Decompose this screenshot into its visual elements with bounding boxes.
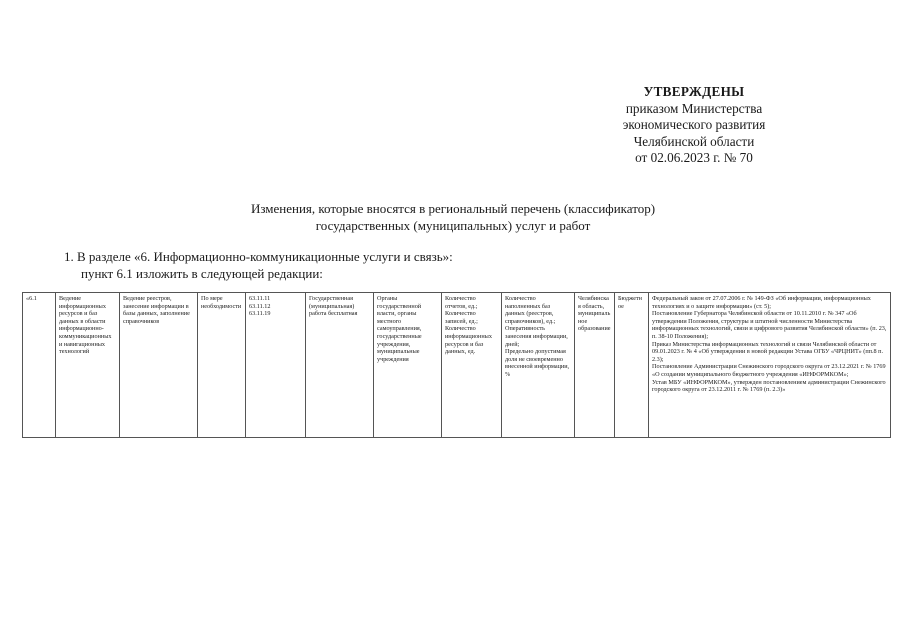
cell-consumers xyxy=(374,293,442,438)
cell-text: Оперативность занесения информации, дней; xyxy=(505,325,568,348)
cell-text: Государственная (муниципальная) работа бесплатная xyxy=(309,295,358,318)
cell-service-name xyxy=(56,293,120,438)
cell-text: По мере необходимости xyxy=(201,295,242,310)
cell-text: Устав МБУ «ИНФОРМКОМ», утвержден постановлением администрации Снежинского городского округа от 23.12.2011 г. № 1769 (п. 2.3)» xyxy=(652,378,886,394)
classifier-table xyxy=(22,292,891,438)
approval-line: приказом Министерства xyxy=(625,100,763,116)
approval-heading: УТВЕРЖДЕНЫ xyxy=(643,84,745,99)
cell-text: Количество наполненных баз данных (реестров, справочников), ед.; xyxy=(505,295,556,325)
cell-text: Количество записей, ед.; xyxy=(445,310,478,325)
table-row xyxy=(23,293,891,438)
cell-volume-indicators xyxy=(442,293,502,438)
cell-okved-codes xyxy=(246,293,306,438)
clause-text xyxy=(64,249,453,282)
cell-frequency xyxy=(198,293,246,438)
cell-territory xyxy=(575,293,615,438)
clause-line-2: пункт 6.1 изложить в следующей редакции: xyxy=(81,265,323,281)
cell-text: Постановление Губернатора Челябинской области от 10.11.2010 г. № 347 «Об утверждении Положения, структуры и штатной численности Министерства информационных технологий, связи и цифрового развития Челябинской области» (п. 23, п. 38-10 Положения); xyxy=(652,310,887,340)
cell-text: 63.11.19 xyxy=(249,310,271,318)
cell-text: Челябинская область, муниципальное образование xyxy=(578,295,611,333)
cell-text: Федеральный закон от 27.07.2006 г. № 149-ФЗ «Об информации, информационных технологиях и о защите информации» (ст. 5); xyxy=(652,295,871,310)
cell-work-type xyxy=(306,293,374,438)
cell-work-content xyxy=(120,293,198,438)
title-line-2: государственных (муниципальных) услуг и работ xyxy=(315,218,591,233)
approval-stamp xyxy=(574,84,814,167)
cell-text: Органы государственной власти, органы местного самоуправления, государственные учреждения, муниципальные учреждения xyxy=(377,295,422,363)
clause-line-1: 1. В разделе «6. Информационно-коммуникационные услуги и связь»: xyxy=(64,249,453,264)
cell-legal-basis xyxy=(649,293,891,438)
cell-text: 63.11.12 xyxy=(249,302,271,310)
approval-line: экономического развития xyxy=(622,117,766,132)
approval-line: от 02.06.2023 г. № 70 xyxy=(635,150,753,165)
cell-text: Предельно допустимая доля не своевременно внесенной информации, % xyxy=(505,348,570,378)
cell-text: Ведение информационных ресурсов и баз данных в области информационно-коммуникационных и навигационных технологий xyxy=(59,295,112,356)
cell-text: 63.11.11 xyxy=(249,295,271,302)
cell-institution-type xyxy=(615,293,649,438)
cell-text: «6.1 xyxy=(26,295,37,302)
cell-text: Ведение реестров, занесение информации в базы данных, заполнение справочников xyxy=(123,295,190,325)
document-title xyxy=(0,200,906,234)
cell-text: Постановление Администрации Снежинского городского округа от 23.12.2021 г. № 1769 «О создании муниципального бюджетного учреждения «ИНФОРМКОМ»; xyxy=(652,363,886,378)
cell-text: Приказ Министерства информационных технологий и связи Челябинской области от 09.01.2023 г. № 4 «Об утверждении в новой редакции Устава ОГБУ «ЧРЦНИТ» (пп.8 п. 2.3); xyxy=(652,340,883,363)
cell-text: Бюджетное xyxy=(618,295,642,310)
title-line-1: Изменения, которые вносятся в региональный перечень (классификатор) xyxy=(250,201,656,216)
approval-line: Челябинской области xyxy=(633,133,755,149)
cell-number xyxy=(23,293,56,438)
cell-text: Количество отчетов, ед.; xyxy=(445,295,478,310)
cell-text: Количество информационных ресурсов и баз данных, ед. xyxy=(445,325,492,356)
cell-quality-indicators xyxy=(502,293,575,438)
